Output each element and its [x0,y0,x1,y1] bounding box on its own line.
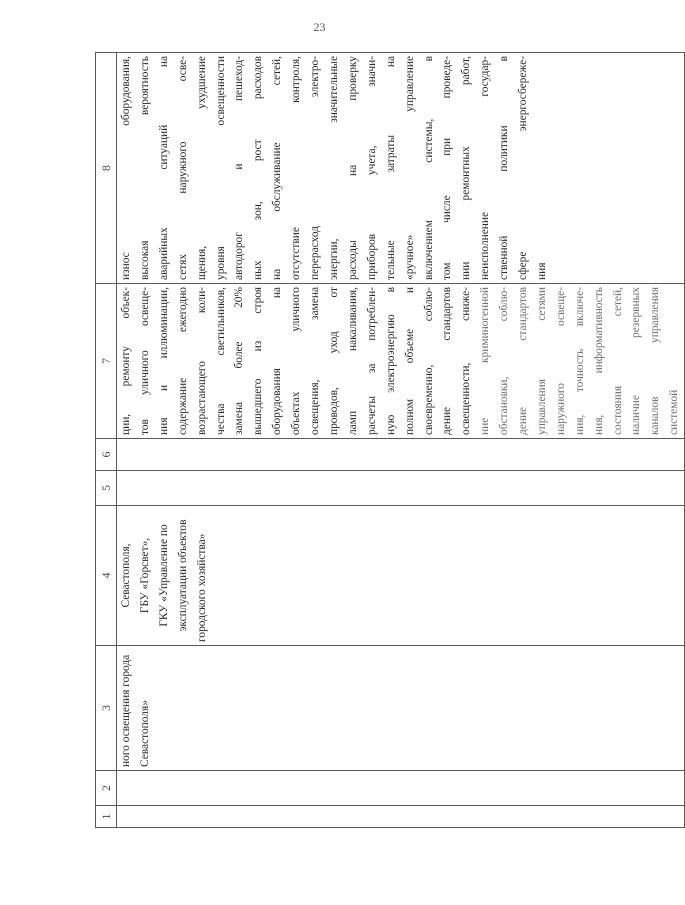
cell-col-6 [117,439,685,471]
rotated-table-container [95,53,681,828]
col8-line: износ оборудования, [120,56,132,280]
col7-line: чества светильников, [214,287,227,435]
col7-line: дение стандартов [517,287,530,435]
col4-line: эксплуатации объектов [176,519,189,632]
col3-line: Севастополя» [138,700,151,767]
col7-line: ния и иллюминации, [157,287,170,435]
col8-line: тельные затраты на [384,56,397,280]
continuation-table [95,52,685,828]
col7-line: объектах уличного [290,287,303,435]
header-col-1: 1 [96,806,117,828]
col7-line: освещения, замена [309,287,322,435]
col8-line: ных зон, рост расходов [252,56,265,280]
col7-line: ную электроэнергию в [384,287,397,435]
col7-line: замена более 20% [233,287,246,435]
col7-line: ции, ремонту объек- [120,287,132,435]
col8-line: нии ремонтных работ, [460,56,473,280]
col8-line: расходы на проверку [346,56,359,280]
col7-line: расчеты за потреблен- [365,287,378,435]
header-col-8: 8 [96,53,117,284]
col7-line: управления сетями [535,287,548,435]
col8-line: сетях наружного осве- [176,56,189,280]
col8-line: том числе при проведе- [441,56,454,280]
col7-line: освещенности, сниже- [460,287,473,435]
col7-line: вышедшего из строя [252,287,265,435]
col7-line: каналов управления [649,287,662,435]
col8-line: автодорог и пешеход- [233,56,246,280]
cell-col-2 [117,771,685,806]
table-row [117,53,685,828]
col7-line: полном объеме и [403,287,416,435]
col8-line: приборов учета, значи- [365,56,378,280]
col8-line: аварийных ситуаций на [157,56,170,280]
col7-line: ламп накаливания, [346,287,359,435]
header-col-2: 2 [96,771,117,806]
header-col-3: 3 [96,646,117,771]
cell-col-8 [117,53,685,284]
col3-line: ного освещения города [120,654,132,767]
col4-line: ГКУ «Управление по [157,524,170,627]
header-col-6: 6 [96,439,117,471]
col8-line: перерасход электро- [309,56,322,280]
col8-line: ния [535,262,548,280]
col7-line: ния, точность включе- [573,287,586,435]
col7-line: своевременно, соблю- [422,287,435,435]
col8-line: неисполнение государ- [479,56,492,280]
col8-line: высокая вероятность [138,56,151,280]
header-row [96,53,117,828]
col8-line: ственной политики в [498,56,511,280]
col4-line: Севастополя, [120,543,132,608]
col7-line: наружного освеще- [554,287,567,435]
col4-line: ГБУ «Горсвет», [138,537,151,614]
col7-line: системой [668,389,681,435]
col7-line: содержание ежегодно [176,287,189,435]
col8-line: уровня освещенности [214,56,227,280]
col7-line: возрастающего коли- [195,287,208,435]
col4-line: городского хозяйства» [195,533,208,642]
col7-line: оборудования на [271,287,284,435]
col7-line: тов уличного освеще- [138,287,151,435]
col8-line: на обслуживание сетей, [271,56,284,280]
cell-col-7 [117,284,685,439]
cell-col-1 [117,806,685,828]
header-col-4: 4 [96,506,117,646]
cell-col-3 [117,646,685,771]
col7-line: ния, информативность [592,287,605,435]
col8-line: щения, ухудшение [195,56,208,280]
col8-line: сфере энергосбереже- [517,56,530,280]
header-col-7: 7 [96,284,117,439]
col7-line: наличие резервных [630,287,643,435]
col7-line: обстановки, соблю- [498,287,511,435]
page-number: 23 [313,20,326,34]
header-col-5: 5 [96,471,117,506]
cell-col-4 [117,506,685,646]
col8-line: отсутствие контроля, [290,56,303,280]
col7-line: состояния сетей, [611,287,624,435]
col7-line: проводов, уход от [327,287,340,435]
col8-line: «ручное» управление [403,56,416,280]
col7-line: дение стандартов [441,287,454,435]
col8-line: энергии, значительные [327,56,340,280]
cell-col-5 [117,471,685,506]
col8-line: включением системы, в [422,56,435,280]
col7-line: ние криминогенной [479,287,492,435]
